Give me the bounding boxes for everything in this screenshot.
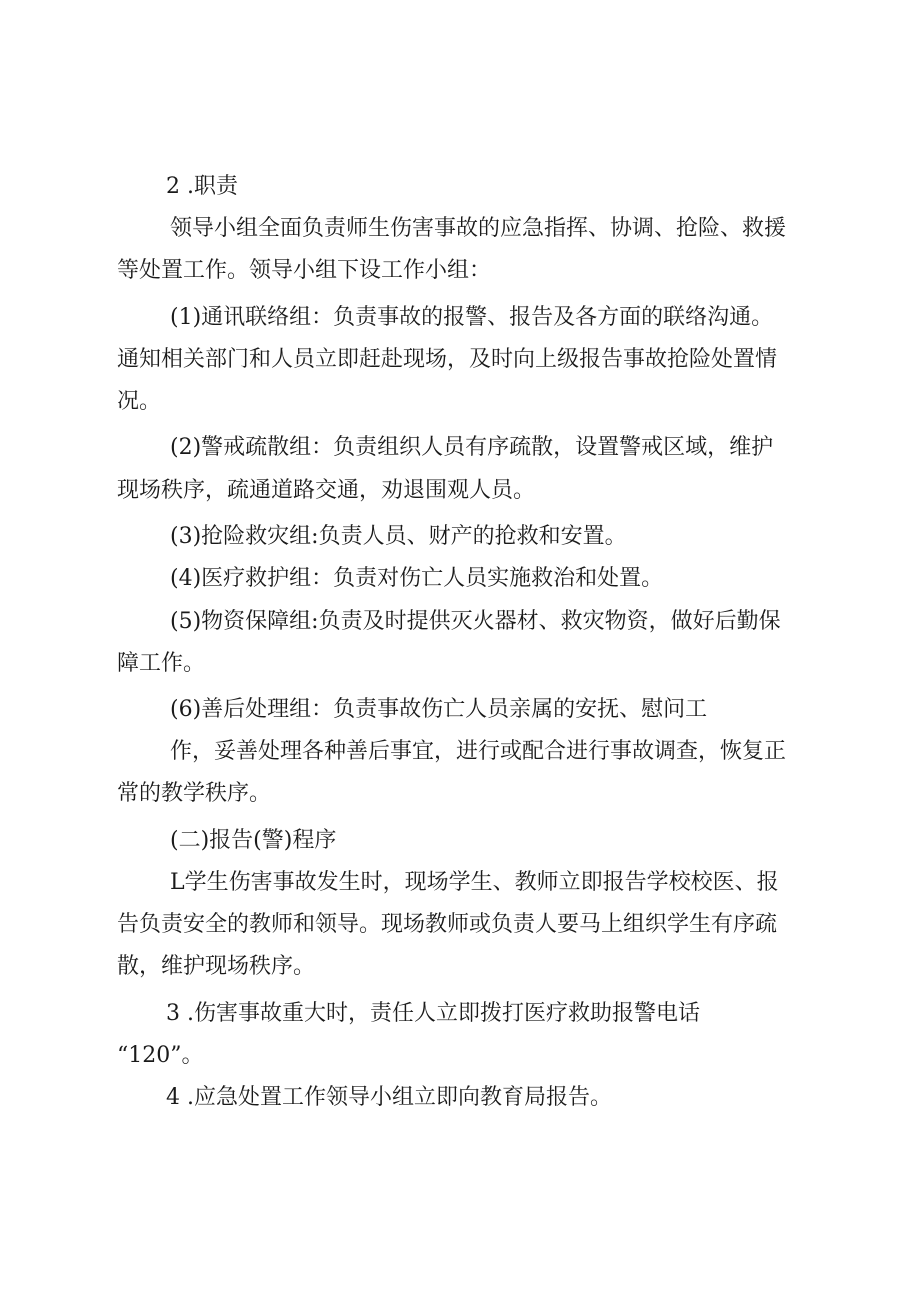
paragraph-line: 障工作。	[117, 651, 206, 676]
paragraph-line: 作，妥善处理各种善后事宜，进行或配合进行事故调查，恢复正	[170, 739, 787, 764]
paragraph-line: 通知相关部门和人员立即赶赴现场，及时向上级报告事故抢险处置情	[117, 347, 778, 372]
paragraph-line: 领导小组全面负责师生伤害事故的应急指挥、协调、抢险、救援	[170, 216, 787, 241]
list-item-report-step-4: 4 .应急处置工作领导小组立即向教育局报告。	[166, 1085, 612, 1110]
paragraph-line: 告负责安全的教师和领导。现场教师或负责人要马上组织学生有序疏	[117, 912, 778, 937]
list-item-medical-group: (4)医疗救护组：负责对伤亡人员实施救治和处置。	[170, 566, 664, 591]
paragraph-line: 等处置工作。领导小组下设工作小组：	[117, 258, 492, 283]
list-item-report-step-3: 3 .伤害事故重大时，责任人立即拨打医疗救助报警电话	[166, 1001, 700, 1026]
list-item-report-step-1: L学生伤害事故发生时，现场学生、教师立即报告学校校医、报	[170, 870, 779, 895]
paragraph-line: 常的教学秩序。	[117, 781, 272, 806]
paragraph-line: “120”。	[117, 1043, 204, 1068]
list-item-rescue-group: (3)抢险救灾组:负责人员、财产的抢救和安置。	[170, 524, 627, 549]
section-heading-duties: 2 .职责	[166, 174, 238, 199]
paragraph-line: 现场秩序，疏通道路交通，劝退围观人员。	[117, 478, 536, 503]
paragraph-line: 散，维护现场秩序。	[117, 954, 316, 979]
list-item-communication-group: (1)通讯联络组：负责事故的报警、报告及各方面的联络沟通。	[170, 305, 774, 330]
section-heading-report-procedure: (二)报告(警)程序	[170, 828, 337, 853]
list-item-supplies-group: (5)物资保障组:负责及时提供灭火器材、救灾物资，做好后勤保	[170, 609, 781, 634]
list-item-evacuation-group: (2)警戒疏散组：负责组织人员有序疏散，设置警戒区域，维护	[170, 435, 774, 460]
list-item-aftermath-group: (6)善后处理组：负责事故伤亡人员亲属的安抚、慰问工	[170, 697, 708, 722]
paragraph-line: 况。	[117, 389, 162, 414]
